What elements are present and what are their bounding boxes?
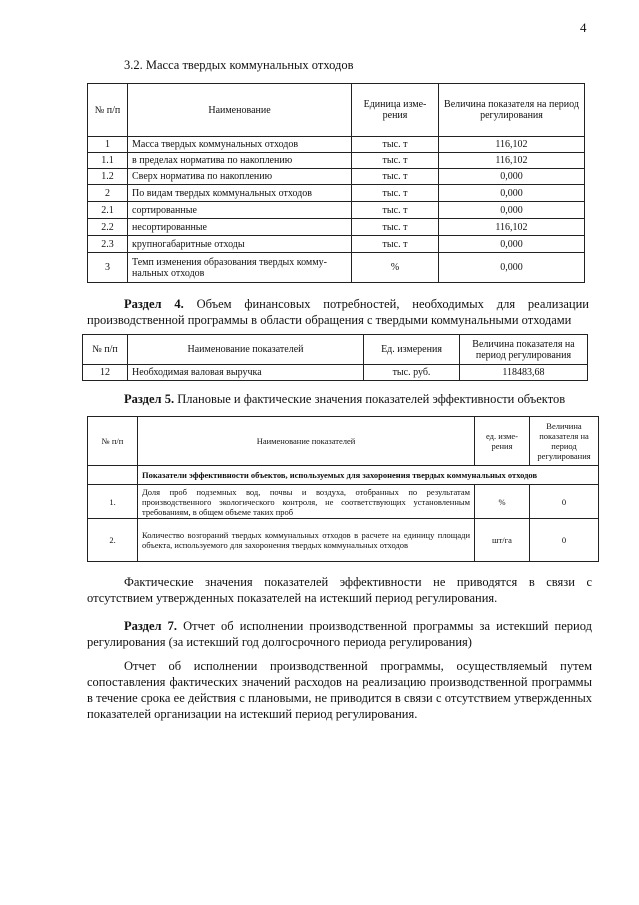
row-unit: тыс. т — [352, 219, 439, 236]
row-unit: тыс. т — [352, 153, 439, 169]
row-name: По видам твердых коммунальных отходов — [128, 185, 352, 202]
row-num: 2.1 — [88, 202, 128, 219]
section-4-label: Раздел 4. — [124, 297, 184, 311]
row-name: несортированные — [128, 219, 352, 236]
table-row — [88, 485, 599, 519]
section-5-label: Раздел 5. — [124, 392, 175, 406]
row-num: 2.2 — [88, 219, 128, 236]
section-3-2-title: 3.2. Масса твердых коммунальных отходов — [124, 58, 354, 72]
header-num: № п/п — [88, 84, 128, 137]
row-name: сортированные — [128, 202, 352, 219]
row-num: 12 — [83, 365, 128, 381]
table-row — [88, 153, 585, 169]
header-unit: Единица изме-рения — [352, 84, 439, 137]
row-value: 118483,68 — [460, 365, 588, 381]
group-title: Показатели эффективности объектов, используемых для захоронения твердых коммунальных отходов — [138, 466, 599, 485]
row-unit: тыс. руб. — [364, 365, 460, 381]
row-num: 1.2 — [88, 169, 128, 185]
section-5-note: Фактические значения показателей эффективности не приводятся в связи с отсутствием утвержденных показателей на истекший период регулирования. — [87, 575, 592, 605]
row-num: 2 — [88, 185, 128, 202]
row-unit: тыс. т — [352, 185, 439, 202]
page-number: 4 — [580, 20, 587, 35]
row-value: 0,000 — [439, 169, 585, 185]
row-name: Доля проб подземных вод, почвы и воздуха, отобранных по результатам производственного экологического контроля, не соответствующих установленным требованиям, в общем объеме таких проб — [138, 485, 475, 519]
header-unit: Ед. измерения — [364, 335, 460, 365]
section-7-body: Отчет об исполнении производственной программы, осуществляемый путем сопоставления фактических значений расходов на реализацию производственной программы в течение срока ее действия с плановыми, не приводится в связи с отсутствием утвержденных показателей организации на истекший период регулирования. — [87, 659, 592, 721]
row-value: 0,000 — [439, 253, 585, 283]
table-row — [88, 169, 585, 185]
row-num: 1.1 — [88, 153, 128, 169]
table-row — [88, 185, 585, 202]
header-name: Наименование показателей — [128, 335, 364, 365]
row-name: Сверх норматива по накоплению — [128, 169, 352, 185]
row-name: Темп изменения образования твердых комму-нальных отходов — [128, 253, 352, 283]
table-row — [88, 253, 585, 283]
row-unit: тыс. т — [352, 137, 439, 153]
row-name: в пределах норматива по накоплению — [128, 153, 352, 169]
header-value: Величина показателя на период регулирования — [460, 335, 588, 365]
waste-mass-table — [87, 83, 585, 283]
row-value: 0,000 — [439, 236, 585, 253]
row-num: 1 — [88, 137, 128, 153]
row-value: 0 — [530, 485, 599, 519]
group-spacer — [88, 466, 138, 485]
header-num: № п/п — [83, 335, 128, 365]
section-7-label: Раздел 7. — [124, 619, 178, 633]
row-name: крупногабаритные отходы — [128, 236, 352, 253]
header-num: № п/п — [88, 417, 138, 466]
table-row — [88, 219, 585, 236]
header-value: Величина показателя на период регулирования — [439, 84, 585, 137]
row-unit: % — [352, 253, 439, 283]
table-row — [83, 365, 588, 381]
row-unit: % — [475, 485, 530, 519]
row-value: 0 — [530, 519, 599, 562]
row-value: 0,000 — [439, 185, 585, 202]
header-name: Наименование — [128, 84, 352, 137]
row-unit: шт/га — [475, 519, 530, 562]
row-value: 116,102 — [439, 219, 585, 236]
row-unit: тыс. т — [352, 169, 439, 185]
section-7-text: Отчет об исполнении производственной программы за истекший период регулирования (за истекший год долгосрочного периода регулирования) — [87, 619, 592, 649]
table-row — [88, 202, 585, 219]
row-num: 1. — [88, 485, 138, 519]
row-unit: тыс. т — [352, 202, 439, 219]
header-name: Наименование показателей — [138, 417, 475, 466]
row-name: Необходимая валовая выручка — [128, 365, 364, 381]
row-num: 3 — [88, 253, 128, 283]
row-unit: тыс. т — [352, 236, 439, 253]
section-5-heading — [87, 391, 592, 407]
table-row — [88, 236, 585, 253]
row-num: 2.3 — [88, 236, 128, 253]
row-name: Количество возгораний твердых коммунальных отходов в расчете на единицу площади объекта, используемого для захоронения твердых коммунальных отходов — [138, 519, 475, 562]
efficiency-table — [87, 416, 599, 562]
row-value: 0,000 — [439, 202, 585, 219]
header-unit: ед. изме-рения — [475, 417, 530, 466]
table-row — [88, 137, 585, 153]
section-7-heading — [87, 618, 592, 650]
row-num: 2. — [88, 519, 138, 562]
row-value: 116,102 — [439, 153, 585, 169]
section-5-text: Плановые и фактические значения показателей эффективности объектов — [174, 392, 566, 406]
section-4-heading — [87, 296, 589, 328]
section-4-text: Объем финансовых потребностей, необходимых для реализации производственной программы в области обращения с твердыми коммунальными отходами — [87, 297, 589, 327]
row-value: 116,102 — [439, 137, 585, 153]
financial-needs-table — [82, 334, 588, 381]
header-value: Величина показателя на период регулирования — [530, 417, 599, 466]
row-name: Масса твердых коммунальных отходов — [128, 137, 352, 153]
table-row — [88, 519, 599, 562]
